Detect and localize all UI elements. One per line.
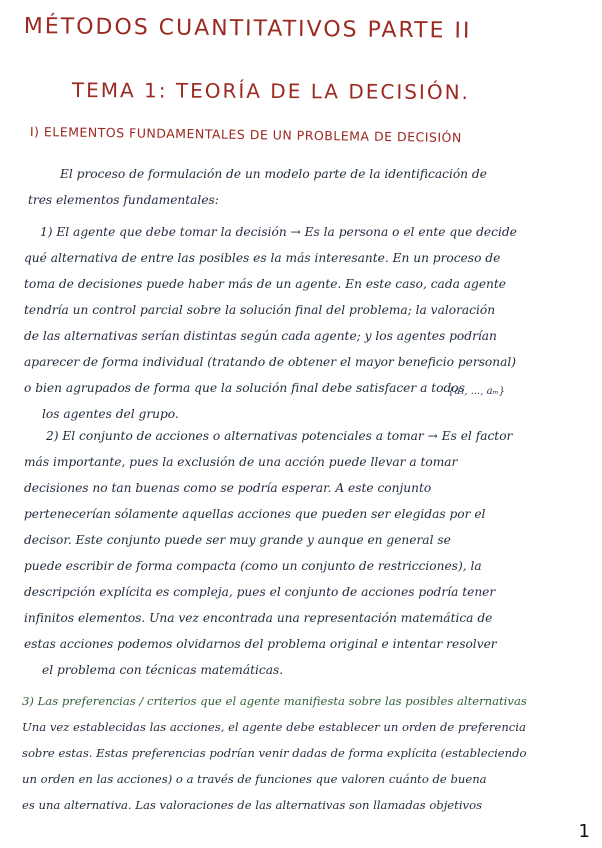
item2-line: infinitos elementos. Una vez encontrada una representación matemática de — [24, 611, 493, 625]
page-number: 1 — [578, 821, 590, 842]
item2-line: puede escribir de forma compacta (como un conjunto de restricciones), la — [24, 559, 482, 573]
item3-line: sobre estas. Estas preferencias podrían venir dadas de forma explícita (estableciendo — [22, 746, 527, 760]
item3-line: 3) Las preferencias / criterios que el agente manifiesta sobre las posibles alternativas — [22, 694, 527, 708]
item2-line: 2) El conjunto de acciones o alternativas potenciales a tomar → Es el factor — [46, 429, 513, 443]
item2-line: pertenecerían sólamente aquellas acciones que pueden ser elegidas por el — [24, 507, 486, 521]
intro-line: tres elementos fundamentales: — [28, 193, 219, 207]
item1-line: o bien agrupados de forma que la solución final debe satisfacer a todos — [24, 381, 465, 395]
topic-title: TEMA 1: TEORÍA DE LA DECISIÓN. — [71, 78, 470, 105]
item2-line: más importante, pues la exclusión de una acción puede llevar a tomar — [24, 455, 458, 469]
item2-line: estas acciones podemos olvidarnos del problema original e intentar resolver — [24, 637, 497, 651]
item3-line: un orden en las acciones) o a través de funciones que valoren cuánto de buena — [22, 772, 487, 786]
alternatives-set-annotation: {a₁, ..., aₘ} — [448, 386, 506, 397]
item1-line: 1) El agente que debe tomar la decisión → Es la persona o el ente que decide — [40, 225, 517, 239]
item1-line: los agentes del grupo. — [42, 407, 179, 421]
item1-line: toma de decisiones puede haber más de un agente. En este caso, cada agente — [24, 277, 506, 291]
section-heading: I) ELEMENTOS FUNDAMENTALES DE UN PROBLEMA DE DECISIÓN — [29, 124, 462, 146]
intro-line: El proceso de formulación de un modelo parte de la identificación de — [60, 167, 487, 181]
item3-line: es una alternativa. Las valoraciones de las alternativas son llamadas objetivos — [22, 798, 483, 812]
item1-line: qué alternativa de entre las posibles es la más interesante. En un proceso de — [24, 251, 501, 265]
item1-line: aparecer de forma individual (tratando de obtener el mayor beneficio personal) — [24, 355, 517, 369]
item2-line: decisor. Este conjunto puede ser muy grande y aunque en general se — [24, 533, 451, 547]
item2-line: descripción explícita es compleja, pues el conjunto de acciones podría tener — [24, 585, 496, 599]
item1-line: de las alternativas serían distintas según cada agente; y los agentes podrían — [24, 329, 497, 343]
item2-line: el problema con técnicas matemáticas. — [42, 663, 284, 677]
item1-line: tendría un control parcial sobre la solución final del problema; la valoración — [24, 303, 496, 317]
page-title: MÉTODOS CUANTITATIVOS PARTE II — [23, 14, 472, 44]
item2-line: decisiones no tan buenas como se podría esperar. A este conjunto — [24, 481, 432, 495]
item3-line: Una vez establecidas las acciones, el agente debe establecer un orden de preferencia — [22, 720, 526, 734]
